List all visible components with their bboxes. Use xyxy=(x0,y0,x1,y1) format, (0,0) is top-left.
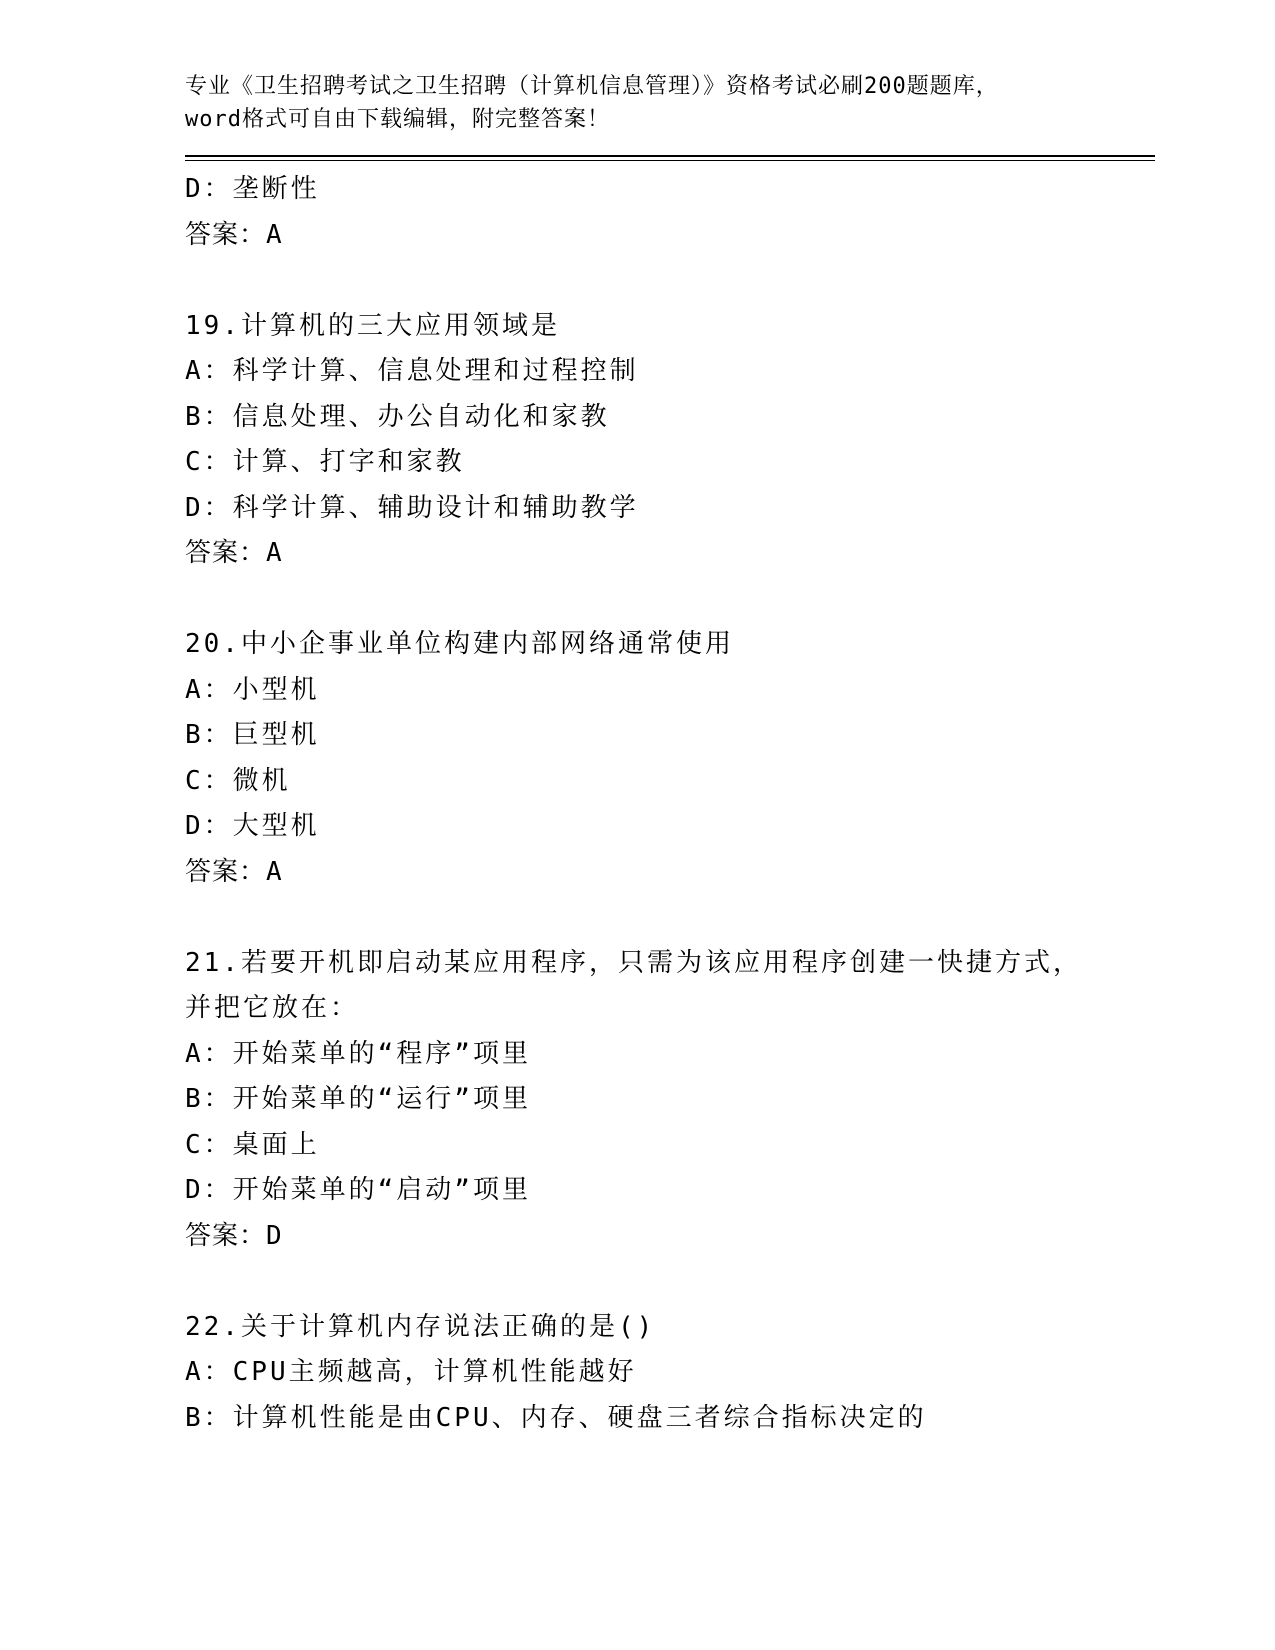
option-b: B：巨型机 xyxy=(185,720,320,750)
document-page xyxy=(185,70,1155,1441)
option-d: D：开始菜单的“启动”项里 xyxy=(185,1175,531,1205)
header-rule-thick xyxy=(185,155,1155,157)
document-content xyxy=(185,167,1155,1441)
document-header xyxy=(185,70,1155,136)
option-d: D：科学计算、辅助设计和辅助教学 xyxy=(185,492,639,523)
option-c: C：计算、打字和家教 xyxy=(185,447,465,477)
option-b: B：信息处理、办公自动化和家教 xyxy=(185,401,610,432)
question-stem: 19.计算机的三大应用领域是 xyxy=(185,310,560,341)
question-stem: 22.关于计算机内存说法正确的是() xyxy=(185,1311,656,1342)
option-b: B：计算机性能是由CPU、内存、硬盘三者综合指标决定的 xyxy=(185,1402,927,1433)
answer: 答案：A xyxy=(185,538,283,568)
option-b: B：开始菜单的“运行”项里 xyxy=(185,1084,531,1114)
option-a: A：小型机 xyxy=(185,674,320,705)
question-stem: 21.若要开机即启动某应用程序，只需为该应用程序创建一快捷方式， 并把它放在： xyxy=(185,947,1082,1023)
option-d: D：大型机 xyxy=(185,811,320,841)
option-c: C：微机 xyxy=(185,765,291,796)
fragment-option-d: D：垄断性 xyxy=(185,174,320,204)
question-19 xyxy=(185,304,1155,577)
question-20 xyxy=(185,622,1155,895)
question-21 xyxy=(185,941,1155,1260)
header-rule-thin xyxy=(185,160,1155,161)
header-title-line-2: word格式可自由下载编辑，附完整答案！ xyxy=(185,107,610,132)
question-22 xyxy=(185,1305,1155,1442)
option-c: C：桌面上 xyxy=(185,1129,320,1160)
option-a: A：开始菜单的“程序”项里 xyxy=(185,1038,531,1069)
answer: 答案：D xyxy=(185,1220,283,1251)
question-stem: 20.中小企事业单位构建内部网络通常使用 xyxy=(185,629,734,659)
option-a: A：科学计算、信息处理和过程控制 xyxy=(185,356,639,386)
option-a: A：CPU主频越高，计算机性能越好 xyxy=(185,1357,637,1387)
answer: 答案：A xyxy=(185,856,283,887)
header-title-line-1: 专业《卫生招聘考试之卫生招聘（计算机信息管理）》资格考试必刷200题题库， xyxy=(185,74,999,99)
fragment-answer: 答案：A xyxy=(185,219,283,250)
